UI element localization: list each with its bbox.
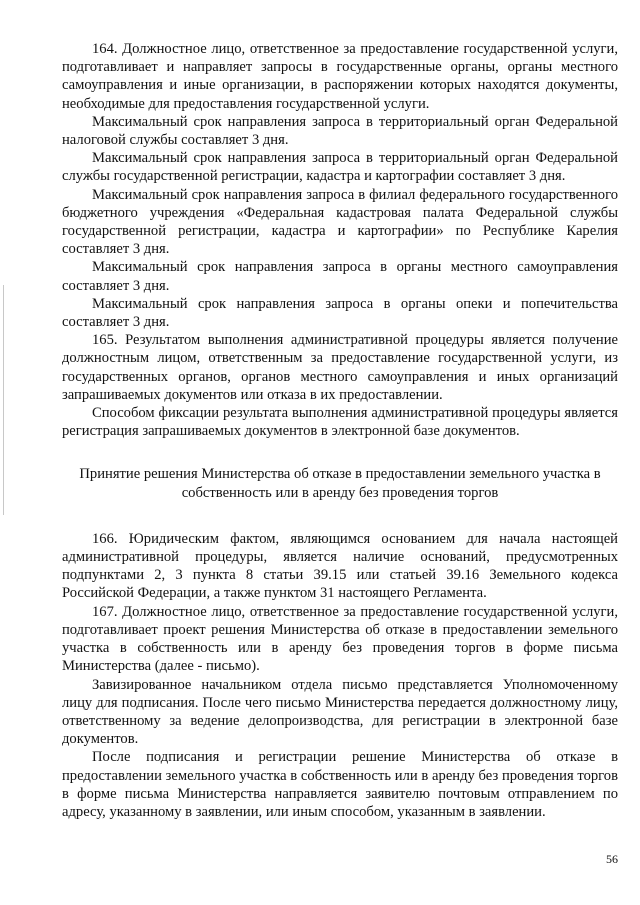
paragraph-deadline-cadastral-chamber: Максимальный срок направления запроса в филиал федерального государственного бюджетного учреждения «Федеральная кадастровая палата Федеральной службы государственной регистрации, кадастра и картографии» по Республике Карелия составляет 3 дня.: [62, 186, 618, 258]
paragraph-167: 167. Должностное лицо, ответственное за предоставление государственной услуги, подготавливает проект решения Министерства об отказе в предоставлении земельного участка в собственность или в аренду без проведения торгов в форме письма Министерства (далее - письмо).: [62, 603, 618, 675]
paragraph-fixation-method: Способом фиксации результата выполнения административной процедуры является регистрация запрашиваемых документов в электронной базе документов.: [62, 405, 618, 440]
section-heading: Принятие решения Министерства об отказе в предоставлении земельного участка в собственность или в аренду без проведения торгов: [79, 466, 601, 501]
page-number: 56: [606, 852, 618, 866]
paragraph-deadline-tax-service: Максимальный срок направления запроса в территориальный орган Федеральной налоговой службы составляет 3 дня.: [62, 113, 618, 149]
scan-margin-line: [3, 285, 4, 515]
paragraph-deadline-guardianship: Максимальный срок направления запроса в органы опеки и попечительства составляет 3 дня.: [62, 295, 618, 331]
paragraph-signing: Завизированное начальником отдела письмо представляется Уполномоченному лицу для подписания. После чего письмо Министерства передается должностному лицу, ответственному за ведение делопроизводства, для регистрации в электронной базе документов.: [62, 676, 618, 748]
paragraph-deadline-local-government: Максимальный срок направления запроса в органы местного самоуправления составляет 3 дня.: [62, 259, 618, 294]
paragraph-165: 165. Результатом выполнения административной процедуры является получение должностным лицом, ответственным за предоставление государственной услуги, из государственных органов, органов местного самоуправления и иных организаций запрашиваемых документов или отказа в их предоставлении.: [62, 332, 618, 403]
paragraph-166: 166. Юридическим фактом, являющимся основанием для начала настоящей административной процедуры, является наличие оснований, предусмотренных подпунктами 2, 3 пункта 8 статьи 39.15 или статьей 39.16 Земельного кодекса Российской Федерации, а также пунктом 31 настоящего Регламента.: [62, 530, 618, 602]
paragraph-deadline-registration-service: Максимальный срок направления запроса в территориальный орган Федеральной службы государственной регистрации, кадастра и картографии составляет 3 дня.: [62, 150, 618, 185]
paragraph-164: 164. Должностное лицо, ответственное за предоставление государственной услуги, подготавливает и направляет запросы в государственные органы, органы местного самоуправления и иные организации, в распоряжении которых находятся документы, необходимые для предоставления государственной услуги.: [62, 41, 618, 112]
paragraph-sending: После подписания и регистрации решение Министерства об отказе в предоставлении земельного участка в собственность или в аренду без проведения торгов в форме письма Министерства направляется заявителю почтовым отправлением по адресу, указанному в заявлении, или иным способом, указанным в заявлении.: [62, 749, 618, 820]
